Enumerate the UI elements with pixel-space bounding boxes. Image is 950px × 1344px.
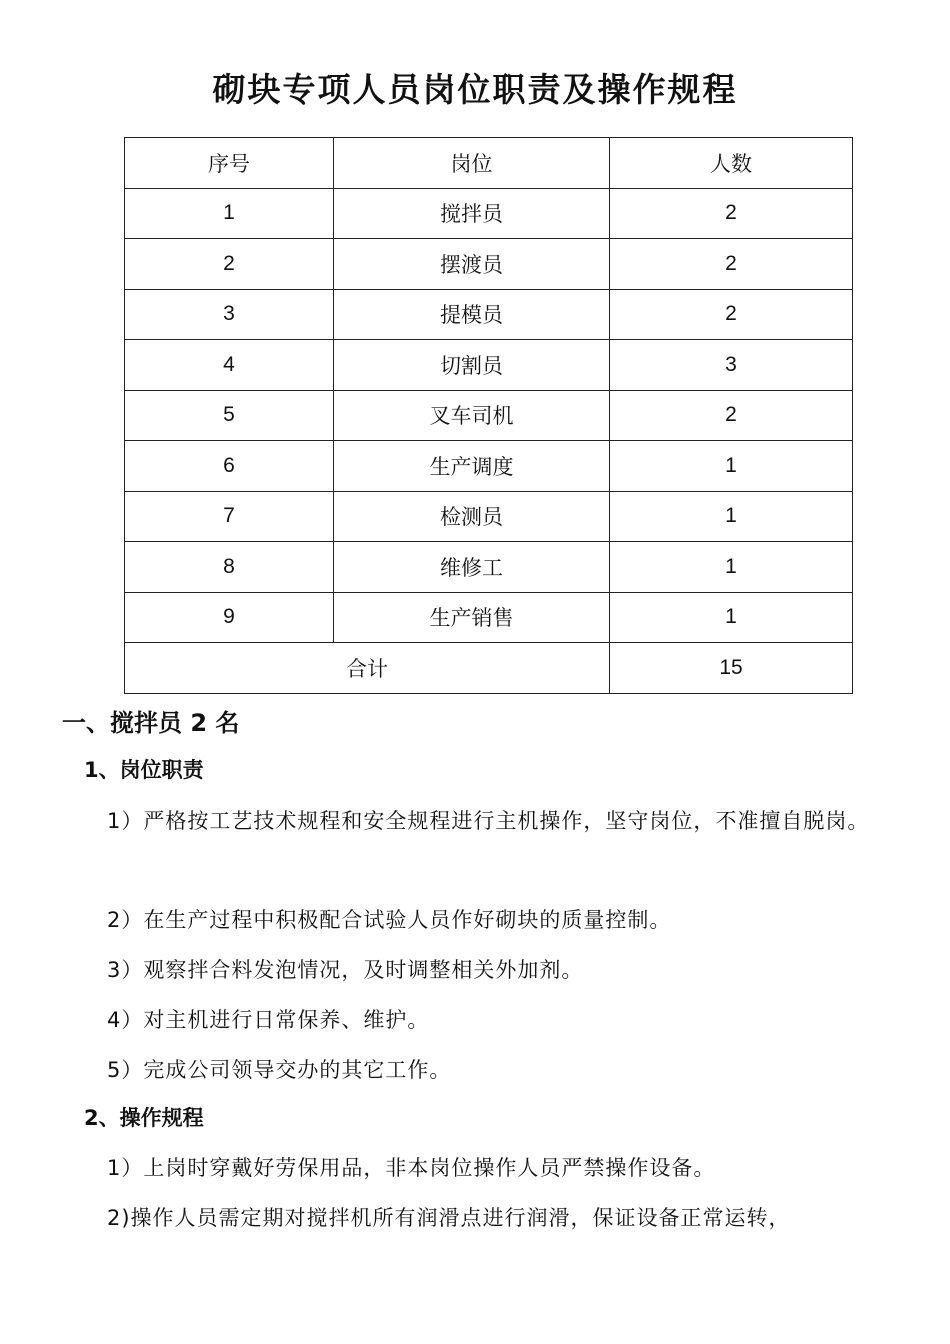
- row-count: 1: [610, 592, 853, 643]
- row-no: 9: [125, 592, 334, 643]
- table-row: [125, 289, 853, 340]
- row-position: 生产调度: [334, 441, 610, 492]
- procedure-item: 1）上岗时穿戴好劳保用品，非本岗位操作人员严禁操作设备。: [107, 1156, 716, 1180]
- row-no: 7: [125, 491, 334, 542]
- row-count: 2: [610, 289, 853, 340]
- table-row: [125, 542, 853, 593]
- row-no: 3: [125, 289, 334, 340]
- row-no: 2: [125, 239, 334, 290]
- duty-item: 5）完成公司领导交办的其它工作。: [107, 1058, 452, 1082]
- duty-item: 3）观察拌合料发泡情况，及时调整相关外加剂。: [107, 958, 584, 982]
- column-header-no: 序号: [125, 138, 334, 189]
- column-header-count: 人数: [610, 138, 853, 189]
- table-total-row: [125, 643, 853, 694]
- row-no: 1: [125, 188, 334, 239]
- row-no: 6: [125, 441, 334, 492]
- row-count: 2: [610, 239, 853, 290]
- row-position: 摆渡员: [334, 239, 610, 290]
- table-row: [125, 491, 853, 542]
- row-no: 4: [125, 340, 334, 391]
- table-row: [125, 441, 853, 492]
- duty-item: 1）严格按工艺技术规程和安全规程进行主机操作，坚守岗位，不准擅自脱岗。: [107, 809, 870, 833]
- page-title: 砌块专项人员岗位职责及操作规程: [212, 70, 738, 109]
- row-position: 提模员: [334, 289, 610, 340]
- table-row: [125, 340, 853, 391]
- subsection-heading-duties: 1、岗位职责: [84, 758, 204, 782]
- row-position: 生产销售: [334, 592, 610, 643]
- table-row: [125, 592, 853, 643]
- row-position: 检测员: [334, 491, 610, 542]
- staff-table: [124, 137, 853, 694]
- duty-item: 2）在生产过程中积极配合试验人员作好砌块的质量控制。: [107, 908, 672, 932]
- row-count: 3: [610, 340, 853, 391]
- row-count: 1: [610, 491, 853, 542]
- row-count: 2: [610, 390, 853, 441]
- total-label: 合计: [125, 643, 610, 694]
- table-row: [125, 239, 853, 290]
- subsection-heading-procedures: 2、操作规程: [84, 1106, 204, 1130]
- row-position: 叉车司机: [334, 390, 610, 441]
- table-row: [125, 390, 853, 441]
- total-count: 15: [610, 643, 853, 694]
- section-heading: 一、搅拌员 2 名: [62, 709, 240, 737]
- duty-item: 4）对主机进行日常保养、维护。: [107, 1008, 430, 1032]
- row-count: 1: [610, 542, 853, 593]
- procedure-item: 2)操作人员需定期对搅拌机所有润滑点进行润滑，保证设备正常运转，: [107, 1206, 791, 1230]
- table-header-row: [125, 138, 853, 189]
- row-no: 8: [125, 542, 334, 593]
- column-header-position: 岗位: [334, 138, 610, 189]
- table-row: [125, 188, 853, 239]
- row-count: 2: [610, 188, 853, 239]
- row-no: 5: [125, 390, 334, 441]
- row-position: 搅拌员: [334, 188, 610, 239]
- row-count: 1: [610, 441, 853, 492]
- row-position: 切割员: [334, 340, 610, 391]
- row-position: 维修工: [334, 542, 610, 593]
